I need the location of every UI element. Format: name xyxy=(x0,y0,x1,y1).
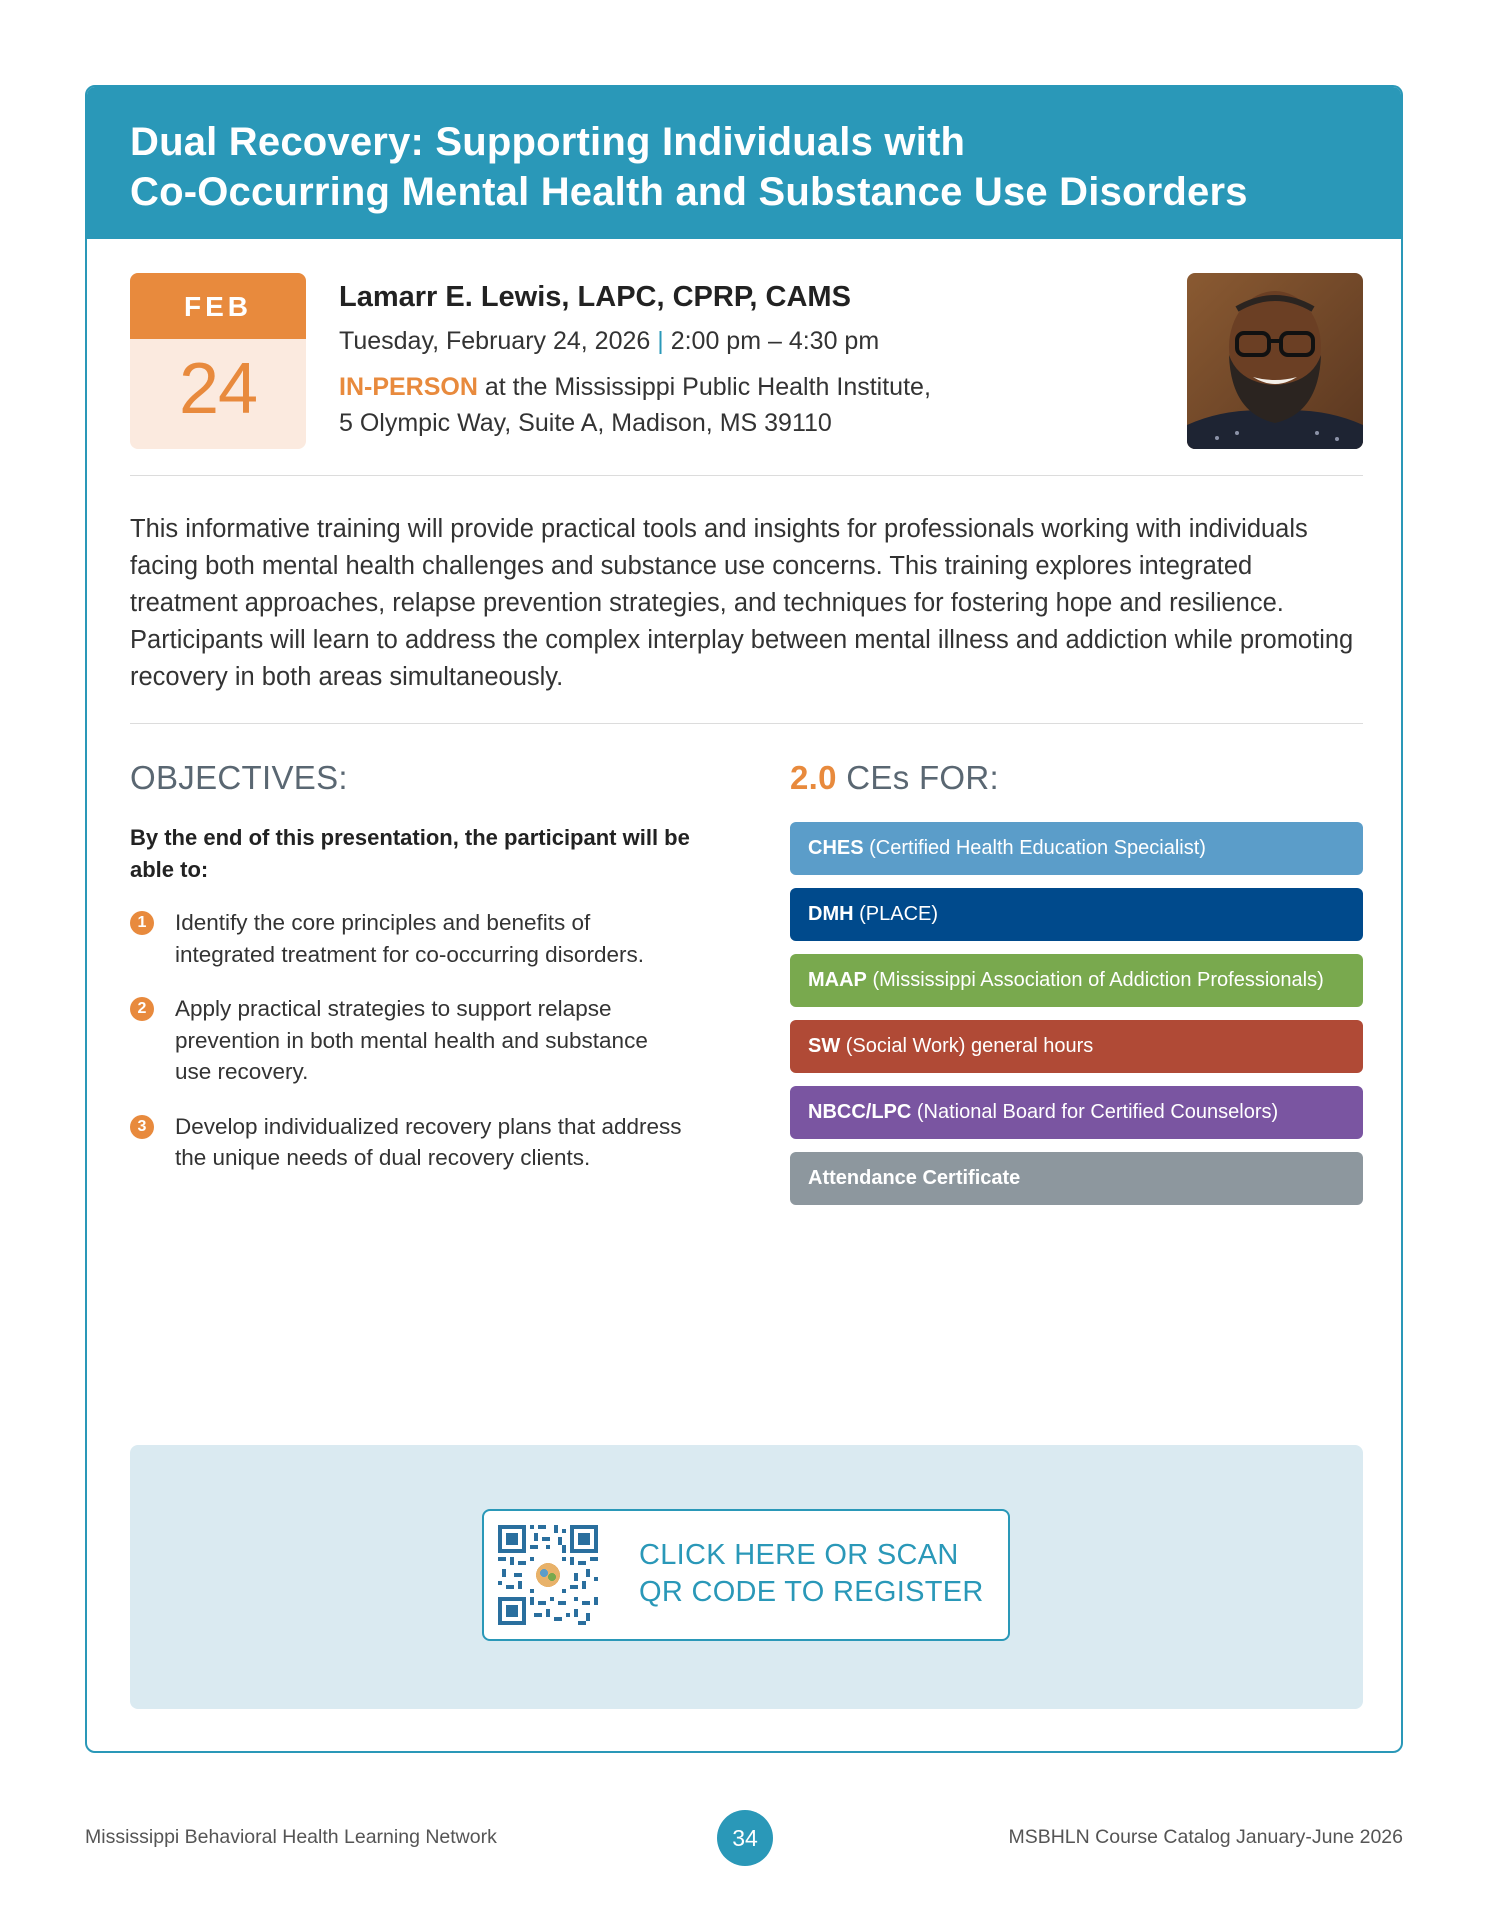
objectives-intro: By the end of this presentation, the participant will be able to: xyxy=(130,825,690,882)
ce-item-dmh xyxy=(790,888,1363,941)
register-link[interactable] xyxy=(639,1537,984,1611)
objective-item xyxy=(130,907,690,970)
ce-desc: (Certified Health Education Specialist) xyxy=(863,837,1206,859)
event-title-line2: Co-Occurring Mental Health and Substance Use Disorders xyxy=(130,170,1248,214)
presenter-name: Lamarr E. Lewis, LAPC, CPRP, CAMS xyxy=(339,281,851,313)
event-location xyxy=(339,369,1099,441)
ce-code: MAAP xyxy=(808,969,867,991)
event-datetime xyxy=(339,323,1099,359)
objective-text: Identify the core principles and benefits of integrated treatment for co-occurring disorders. xyxy=(175,910,644,967)
ce-code: SW xyxy=(808,1035,841,1057)
register-line2[interactable]: QR CODE TO REGISTER xyxy=(639,1576,984,1608)
objective-text: Apply practical strategies to support relapse prevention in both mental health and substance use recovery. xyxy=(175,996,648,1084)
event-time: 2:00 pm – 4:30 pm xyxy=(670,327,880,355)
ce-desc: (PLACE) xyxy=(853,903,939,925)
event-description: This informative training will provide practical tools and insights for professionals working with individuals facing both mental health challenges and substance use concerns. This training explores integrated treatment approaches, relapse prevention strategies, and techniques for fostering hope and resilience. Participants will learn to address the complex interplay between mental illness and addiction while promoting recovery in both areas simultaneously. xyxy=(130,515,1354,691)
event-title-line1: Dual Recovery: Supporting Individuals with xyxy=(130,120,966,164)
objective-item xyxy=(130,1111,690,1174)
date-badge xyxy=(130,273,306,449)
date-day: 24 xyxy=(178,349,258,429)
event-title xyxy=(130,117,1358,217)
event-card xyxy=(85,85,1403,1753)
objectives-heading: OBJECTIVES: xyxy=(130,759,348,796)
ce-desc: (Social Work) general hours xyxy=(840,1035,1094,1057)
qr-code-icon[interactable] xyxy=(498,1525,598,1625)
ce-item-nbcc xyxy=(790,1086,1363,1139)
date-month: FEB xyxy=(130,273,306,339)
objectives-list xyxy=(130,907,690,1197)
event-mode: IN-PERSON xyxy=(339,373,478,401)
registration-panel xyxy=(130,1445,1363,1709)
divider-top xyxy=(130,475,1363,476)
ce-heading xyxy=(790,759,999,797)
register-button[interactable] xyxy=(482,1509,1010,1641)
location-line2: 5 Olympic Way, Suite A, Madison, MS 39110 xyxy=(339,409,832,437)
event-date: Tuesday, February 24, 2026 xyxy=(339,327,651,355)
event-info xyxy=(339,277,1099,441)
page-number: 34 xyxy=(717,1810,773,1866)
ce-item-sw xyxy=(790,1020,1363,1073)
location-line1: at the Mississippi Public Health Institute, xyxy=(477,373,931,401)
ce-item-maap xyxy=(790,954,1363,1007)
register-line1[interactable]: CLICK HERE OR SCAN xyxy=(639,1539,959,1571)
objective-number-icon: 2 xyxy=(130,997,154,1021)
footer-organization: Mississippi Behavioral Health Learning Network xyxy=(85,1826,497,1848)
divider-middle xyxy=(130,723,1363,724)
ce-item-ches xyxy=(790,822,1363,875)
ce-code: CHES xyxy=(808,837,864,859)
ce-count: 2.0 xyxy=(790,759,837,796)
objective-text: Develop individualized recovery plans that address the unique needs of dual recovery clients. xyxy=(175,1113,682,1170)
ce-code: NBCC/LPC xyxy=(808,1101,912,1123)
ce-list xyxy=(790,822,1363,1218)
datetime-separator: | xyxy=(657,327,664,355)
ce-heading-suffix: CEs FOR: xyxy=(836,759,999,796)
ce-desc: (National Board for Certified Counselors) xyxy=(911,1101,1279,1123)
ce-item-attendance xyxy=(790,1152,1363,1205)
ce-code: DMH xyxy=(808,903,854,925)
event-header xyxy=(87,87,1401,239)
page-footer xyxy=(85,1810,1403,1866)
footer-catalog: MSBHLN Course Catalog January-June 2026 xyxy=(1008,1826,1403,1848)
presenter-photo xyxy=(1187,273,1363,449)
objective-item xyxy=(130,993,690,1088)
ce-code: Attendance Certificate xyxy=(808,1167,1021,1189)
objective-number-icon: 3 xyxy=(130,1115,154,1139)
ce-desc: (Mississippi Association of Addiction Professionals) xyxy=(866,969,1324,991)
objective-number-icon: 1 xyxy=(130,911,154,935)
